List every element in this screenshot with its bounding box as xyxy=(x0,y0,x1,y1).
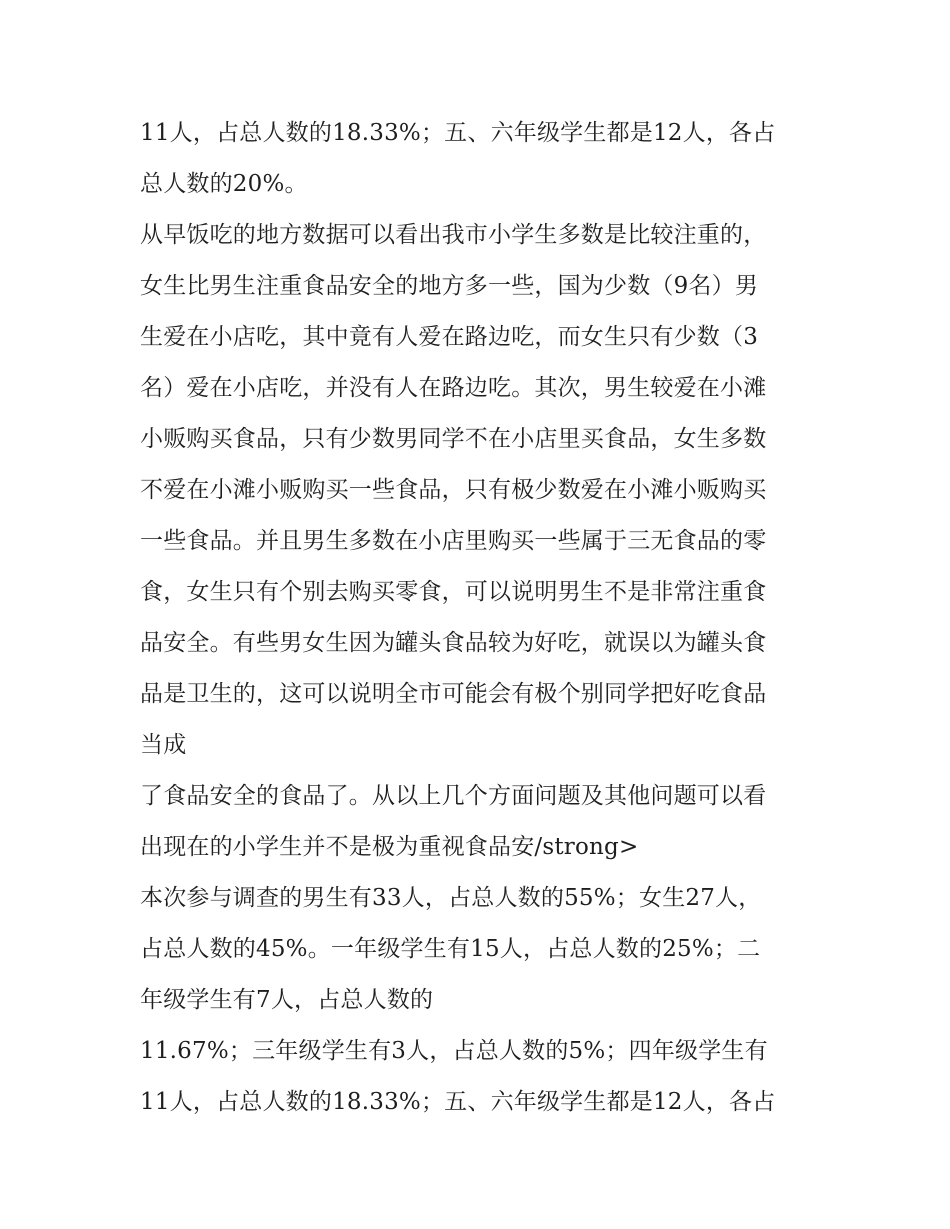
text-line: 11人，占总人数的18.33%；五、六年级学生都是12人，各占 xyxy=(140,1089,776,1115)
text-line: 出现在的小学生并不是极为重视食品安/strong> xyxy=(140,834,639,860)
text-line: 从早饭吃的地方数据可以看出我市小学生多数是比较注重的， xyxy=(140,222,767,248)
text-line: 品是卫生的，这可以说明全市可能会有极个别同学把好吃食品 xyxy=(140,681,767,707)
text-line: 不爱在小滩小贩购买一些食品，只有极少数爱在小滩小贩购买 xyxy=(140,477,767,503)
text-line: 当成 xyxy=(140,732,187,758)
text-line: 一些食品。并且男生多数在小店里购买一些属于三无食品的零 xyxy=(140,528,767,554)
text-line: 了食品安全的食品了。从以上几个方面问题及其他问题可以看 xyxy=(140,783,767,809)
text-line: 小贩购买食品，只有少数男同学不在小店里买食品，女生多数 xyxy=(140,426,767,452)
text-line: 生爱在小店吃，其中竟有人爱在路边吃，而女生只有少数（3 xyxy=(140,324,759,350)
body-text xyxy=(140,108,820,1128)
text-line: 名）爱在小店吃，并没有人在路边吃。其次，男生较爱在小滩 xyxy=(140,375,767,401)
text-line: 11人，占总人数的18.33%；五、六年级学生都是12人，各占 xyxy=(140,120,776,146)
text-line: 占总人数的45%。一年级学生有15人，占总人数的25%；二 xyxy=(140,936,761,962)
text-line: 女生比男生注重食品安全的地方多一些，国为少数（9名）男 xyxy=(140,273,759,299)
text-line: 年级学生有7人，占总人数的 xyxy=(140,987,434,1013)
text-line: 总人数的20%。 xyxy=(140,171,308,197)
text-line: 品安全。有些男女生因为罐头食品较为好吃，就误以为罐头食 xyxy=(140,630,767,656)
text-line: 食，女生只有个别去购买零食，可以说明男生不是非常注重食 xyxy=(140,579,767,605)
text-line: 本次参与调查的男生有33人，占总人数的55%；女生27人， xyxy=(140,885,762,911)
text-line: 11.67%；三年级学生有3人，占总人数的5%；四年级学生有 xyxy=(140,1038,768,1064)
